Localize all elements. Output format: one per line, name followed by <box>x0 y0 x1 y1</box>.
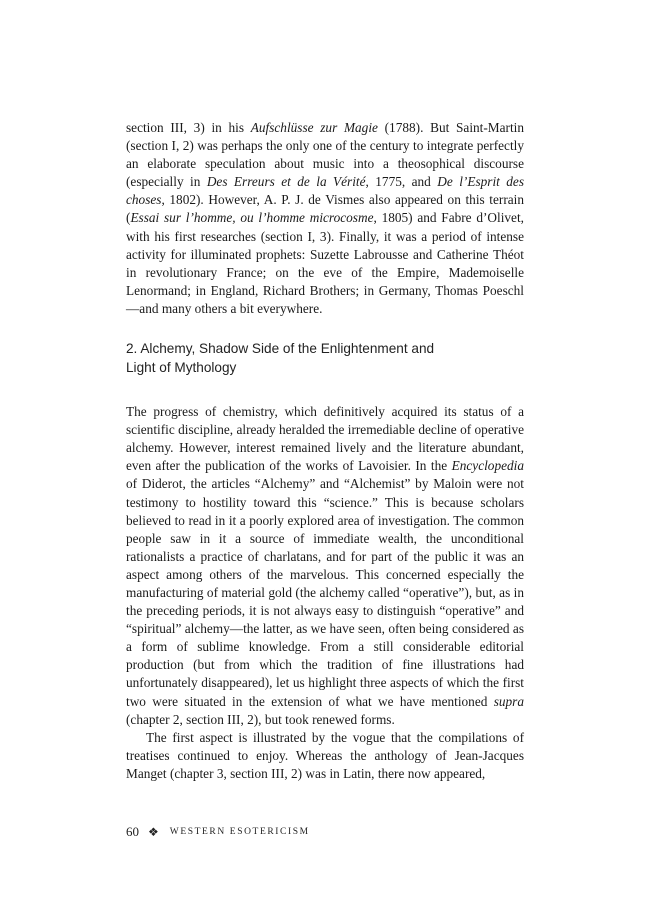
text-segment: The progress of chemistry, which definitively acquired its status of a scientific discipline, already heralded the irremediable decline of operative alchemy. However, interest remained lively and the literature abundant, even after the publication of the works of Lavoisier. In the <box>126 404 524 474</box>
page-footer <box>126 824 310 840</box>
paragraph-1 <box>126 119 524 318</box>
text-segment: , 1775, and <box>365 174 438 190</box>
italic-title: De l’Esprit des choses <box>126 174 524 208</box>
text-segment: (1788). But Saint-Martin (section I, 2) was perhaps the only one of the century to integrate perfectly an elaborate speculation about music into a theosophical discourse (especially in <box>126 120 524 190</box>
section-heading-line-1: 2. Alchemy, Shadow Side of the Enlightenment and <box>126 341 435 357</box>
ornament-icon: ❖ <box>148 824 159 839</box>
italic-title: Des Erreurs et de la Vérité <box>206 174 366 190</box>
text-segment: of Diderot, the articles “Alchemy” and “Alchemist” by Maloin were not testimony to hostility toward this “science.” This is because scholars believed to read in it a poorly explored area of investigation. The common people saw in it a source of immediate wealth, the unconditional rationalists a practice of charlatans, and for part of the public it was an aspect among others of the marvelous. This concerned especially the manufacturing of material gold (the alchemy called “operative”), but, as in the preceding periods, it is not always easy to distinguish “operative” and “spiritual” alchemy—the latter, as we have seen, often being considered as a form of sublime knowledge. From a still considerable editorial production (but from which the tradition of fine illustrations had unfortunately disappeared), let us highlight three aspects of which the first two were situated in the extension of what we have mentioned <box>126 476 524 709</box>
italic-title: Aufschlüsse zur Magie <box>250 120 378 135</box>
running-title: WESTERN ESOTERICISM <box>169 827 310 837</box>
text-column <box>126 119 524 783</box>
text-segment: , 1802). However, A. P. J. de Vismes also appeared on this terrain ( <box>126 192 524 226</box>
text-segment: , 1805) and Fabre d’Olivet, with his first researches (section I, 3). Finally, it was a period of intense activity for illuminated prophets: Suzette Labrousse and Catherine Théot in revolutionary France; on the eve of the Empire, Mademoiselle Lenormand; in England, Richard Brothers; in Germany, Thomas Poeschl—and many others a bit everywhere. <box>126 210 524 316</box>
page-number: 60 <box>126 824 139 839</box>
section-heading <box>126 340 446 377</box>
italic-title: Encyclopedia <box>451 458 524 474</box>
text-segment: section III, 3) in his <box>126 120 251 135</box>
section-heading-line-2: Light of Mythology <box>126 359 237 375</box>
paragraph-2 <box>126 403 524 729</box>
italic-title: supra <box>493 693 524 709</box>
paragraph-3: The first aspect is illustrated by the vogue that the compilations of treatises continued to enjoy. Whereas the anthology of Jean-Jacques Manget (chapter 3, section III, 2) was in Latin, there now appeared, <box>126 729 524 781</box>
text-segment: (chapter 2, section III, 2), but took renewed forms. <box>126 711 395 727</box>
italic-title: Essai sur l’homme, ou l’homme microcosme <box>130 210 374 226</box>
